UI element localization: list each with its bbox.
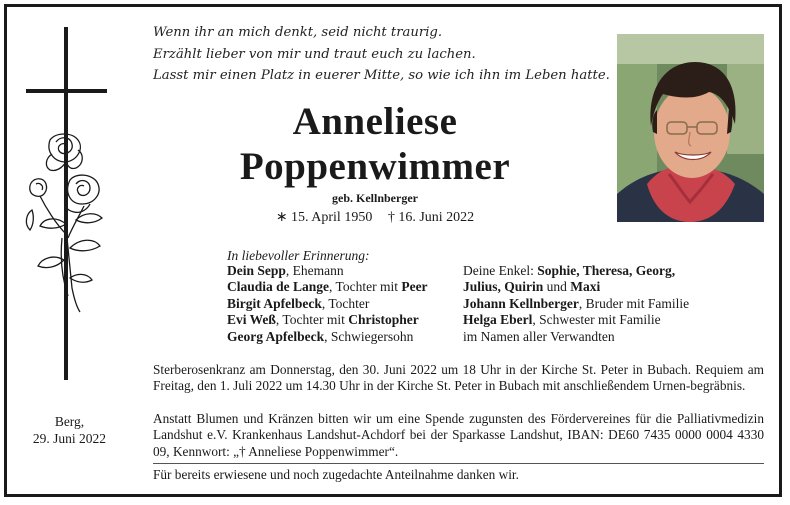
list-item [227,263,428,279]
family-list-right [463,263,689,345]
birth-name: geb. Kellnberger [332,191,418,205]
poem-line: Lasst mir einen Platz in euerer Mitte, so wie ich ihn im Leben hatte. [153,68,610,83]
poem-line: Erzählt lieber von mir und traut euch zu lachen. [153,46,476,62]
mourner-relation: , Tochter mit [275,312,349,328]
roses-icon [22,128,110,313]
poem [153,22,610,87]
grandchildren-names: Maxi [570,279,601,295]
mourner-name: Claudia de Lange [227,279,330,295]
place: Berg, [54,414,85,429]
rose-middle-icon [65,175,99,212]
mourner-relation: , Schwester mit Familie [532,312,661,328]
mourner-name: Birgit Apfelbeck [227,295,322,311]
mourner-relation: , Tochter mit [329,279,402,295]
thanks-paragraph: Für bereits erwiesene und noch zugedachte Anteilnahme danken wir. [153,467,519,482]
list-item [463,279,689,295]
services-paragraph: Sterberosenkranz am Donnerstag, den 30. Juni 2022 um 18 Uhr in der Kirche St. Peter in Bubach. Requiem am Freitag, den 1. Juli 2022 um 14.30 Uhr in der Kirche St. Peter in Bubach mit anschließendem Urnen-begräbnis. [153,362,764,394]
mourner-relation: , Ehemann [285,263,344,278]
list-item [227,329,428,345]
rose-bud-icon [30,179,47,197]
list-item [463,263,689,279]
rose-top-icon [46,134,82,171]
grandchildren-and: und [543,279,571,295]
mourner-name: Evi Weß [227,312,276,328]
mourner-name: Helga Eberl [463,312,533,328]
list-item [463,329,689,345]
deceased-last-name: Poppenwimmer [239,145,511,188]
grandchildren-names: Sophie, Theresa, Georg, [537,263,676,278]
list-item [227,296,428,312]
donation-paragraph: Anstatt Blumen und Kränzen bitten wir um eine Spende zugunsten des Fördervereines für die Palliativmedizin Landshut e.V. Krankenhaus Landshut-Achdorf bei der Sparkasse Landshut, IBAN: DE60 7435 0000 0004 4330 09, Kennwort: „† Anneliese Poppenwimmer“. [153,411,764,459]
mourner-partner: Christopher [348,312,419,328]
list-item [463,296,689,312]
portrait-image [617,34,764,222]
relatives-note: im Namen aller Verwandten [463,328,615,344]
list-item [463,312,689,328]
mourner-name: Johann Kellnberger [463,295,579,311]
grandchildren-prefix: Deine Enkel: [463,263,538,278]
life-dates [150,209,600,226]
mourner-name: Georg Apfelbeck [227,328,325,344]
birth-date: ∗ 15. April 1950 [275,210,373,225]
mourner-relation: , Tochter [321,295,370,311]
divider [153,463,764,464]
mourner-relation: , Schwiegersohn [324,328,414,344]
death-date: † 16. Juni 2022 [387,210,475,225]
deceased-first-name: Anneliese [292,100,458,143]
list-item [227,312,428,328]
poem-line: Wenn ihr an mich denkt, seid nicht traurig. [153,25,443,40]
grandchildren-names: Julius, Quirin [463,279,544,295]
place-and-date [22,413,117,447]
list-item [227,279,428,295]
mourner-partner: Peer [401,279,428,295]
family-list-left [227,263,428,345]
mourner-name: Dein Sepp [227,263,286,278]
mourner-relation: , Bruder mit Familie [578,295,690,311]
memory-title: In liebevoller Erinnerung: [227,248,370,263]
cross-horizontal-bar [26,89,107,93]
place-date: 29. Juni 2022 [32,431,107,446]
portrait-photo [617,34,764,222]
